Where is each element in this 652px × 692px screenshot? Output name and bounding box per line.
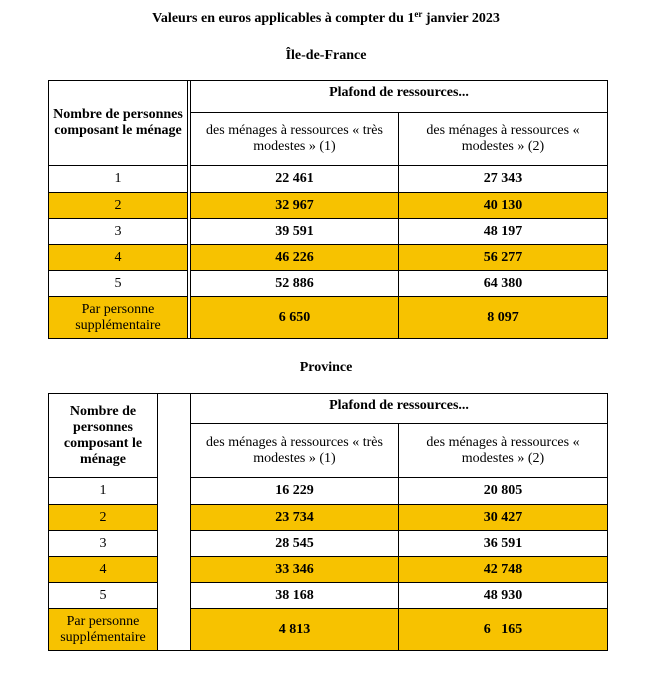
table-row (49, 297, 608, 339)
modestes-cell: 8 097 (399, 297, 608, 339)
persons-cell: 5 (49, 583, 158, 609)
table-row (49, 557, 608, 583)
title-superscript: er (414, 9, 423, 19)
table-row (49, 166, 608, 193)
persons-cell: Par personne supplémentaire (49, 297, 188, 339)
modestes-cell: 40 130 (399, 193, 608, 219)
header-modestes: des ménages à ressources « modestes » (2) (399, 113, 608, 166)
table-row (49, 245, 608, 271)
modestes-cell: 20 805 (399, 478, 608, 505)
header-persons: Nombre de personnes composant le ménage (49, 394, 158, 478)
modestes-cell: 56 277 (399, 245, 608, 271)
header-tres-modestes: des ménages à ressources « très modestes » (1) (191, 113, 399, 166)
tres-modestes-cell: 22 461 (191, 166, 399, 193)
tres-modestes-cell: 4 813 (191, 609, 399, 651)
column-gap (158, 394, 191, 651)
table-row (49, 609, 608, 651)
table-row (49, 531, 608, 557)
modestes-cell: 64 380 (399, 271, 608, 297)
persons-cell: 2 (49, 193, 188, 219)
tres-modestes-cell: 16 229 (191, 478, 399, 505)
tres-modestes-cell: 39 591 (191, 219, 399, 245)
header-plafond: Plafond de ressources... (191, 394, 608, 424)
persons-cell: 4 (49, 245, 188, 271)
tres-modestes-cell: 23 734 (191, 505, 399, 531)
tres-modestes-cell: 33 346 (191, 557, 399, 583)
table-row (49, 505, 608, 531)
tres-modestes-cell: 38 168 (191, 583, 399, 609)
tres-modestes-cell: 52 886 (191, 271, 399, 297)
modestes-cell: 27 343 (399, 166, 608, 193)
region-title-ile-de-france: Île-de-France (285, 48, 367, 63)
table-row (49, 193, 608, 219)
tres-modestes-cell: 28 545 (191, 531, 399, 557)
modestes-cell: 30 427 (399, 505, 608, 531)
document-title (0, 11, 652, 27)
persons-cell: 4 (49, 557, 158, 583)
persons-cell: Par personne supplémentaire (49, 609, 158, 651)
tres-modestes-cell: 32 967 (191, 193, 399, 219)
table-province (48, 393, 608, 651)
region-title-province: Province (299, 360, 353, 375)
modestes-cell: 48 197 (399, 219, 608, 245)
persons-cell: 1 (49, 478, 158, 505)
persons-cell: 5 (49, 271, 188, 297)
title-text-suffix: janvier 2023 (422, 11, 500, 26)
tres-modestes-cell: 46 226 (191, 245, 399, 271)
header-persons: Nombre de personnes composant le ménage (49, 81, 188, 166)
header-tres-modestes: des ménages à ressources « très modestes » (1) (191, 424, 399, 478)
table-row (49, 219, 608, 245)
header-plafond: Plafond de ressources... (191, 81, 608, 113)
persons-cell: 3 (49, 531, 158, 557)
persons-cell: 3 (49, 219, 188, 245)
tres-modestes-cell: 6 650 (191, 297, 399, 339)
modestes-cell: 42 748 (399, 557, 608, 583)
table-row (49, 271, 608, 297)
table-row (49, 583, 608, 609)
modestes-cell: 6 165 (399, 609, 608, 651)
title-text: Valeurs en euros applicables à compter du 1 (152, 11, 415, 26)
modestes-cell: 36 591 (399, 531, 608, 557)
persons-cell: 2 (49, 505, 158, 531)
table-ile-de-france (48, 80, 608, 339)
modestes-cell: 48 930 (399, 583, 608, 609)
persons-cell: 1 (49, 166, 188, 193)
header-modestes: des ménages à ressources « modestes » (2) (399, 424, 608, 478)
table-row (49, 478, 608, 505)
